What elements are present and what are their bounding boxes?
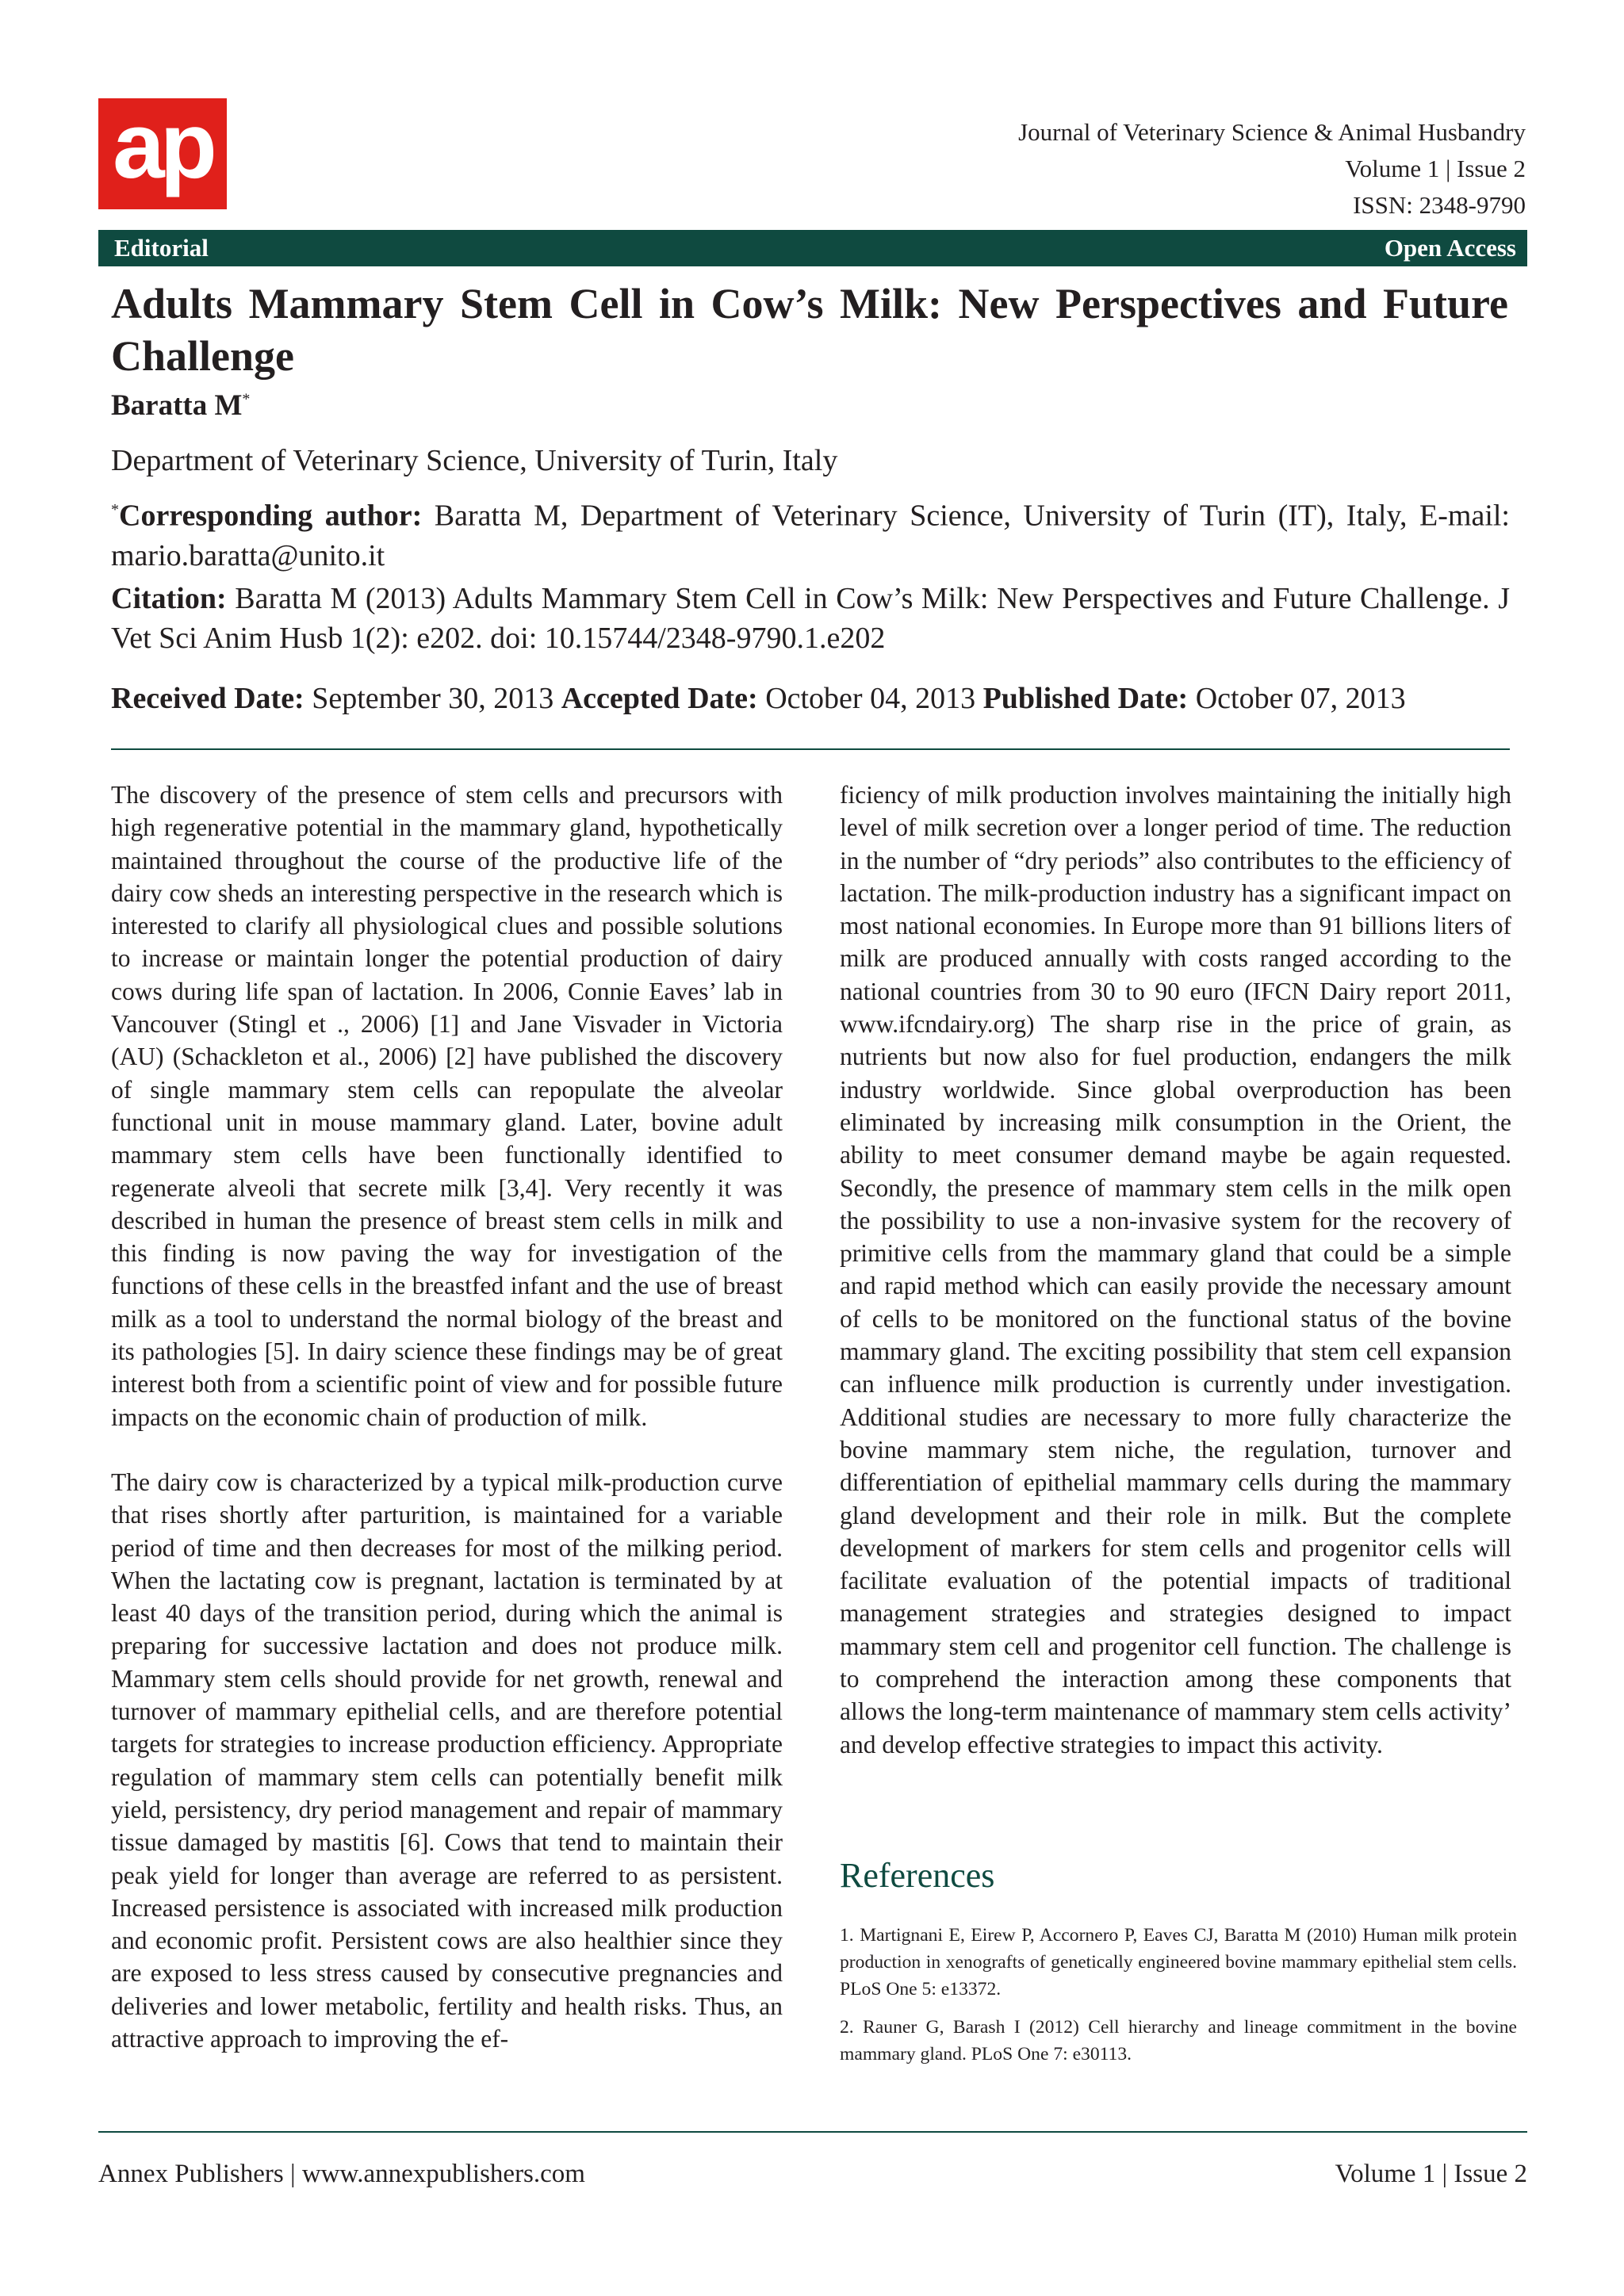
article-title: Adults Mammary Stem Cell in Cow’s Milk: New Perspectives and Future Challenge (111, 280, 1508, 380)
author-name: Baratta M (111, 389, 243, 422)
body-paragraph: ficiency of milk production involves maintaining the initially high level of milk secretion over a longer period of time. The reduction in the number of “dry periods” also contributes to the efficiency of lactation. The milk-production industry has a significant impact on most national economies. In Europe more than 91 billions liters of milk are produced annually with costs ranged according to the national countries from 30 to 90 euro (IFCN Dairy report 2011, www.ifcndairy.org) The sharp rise in the price of grain, as nutrients but now also for fuel production, endangers the milk industry worldwide. Since global overproduction has been eliminated by increasing milk consumption in the Orient, the ability to meet consumer demand maybe be again requested. Secondly, the presence of mammary stem cells in the milk open the possibility to use a non-invasive system for the recovery of primitive cells from the mammary gland that could be a simple and rapid method which can easily provide the necessary amount of cells to be monitored on the functional status of the bovine mammary gland. The exciting possibility that stem cell expansion can influence milk production is currently under investigation. Additional studies are necessary to more fully characterize the bovine mammary stem niche, the regulation, turnover and differentiation of epithelial mammary cells during the mammary gland development and their role in milk. But the complete development of markers for stem cells and progenitor cells will facilitate evaluation of the potential impacts of traditional management strategies and strategies designed to impact mammary stem cell and progenitor cell function. The challenge is to comprehend the interaction among these components that allows the long-term maintenance of mammary stem cells activity’ and develop effective strategies to impact this activity. (840, 781, 1511, 1758)
article-dates (111, 679, 1510, 718)
publisher-logo (98, 98, 227, 209)
accepted-value: October 04, 2013 (757, 682, 983, 715)
journal-info (1018, 114, 1526, 224)
accepted-label: Accepted Date: (561, 682, 758, 715)
body-paragraph: The dairy cow is characterized by a typical milk-production curve that rises shortly after parturition, is maintained for a variable period of time and then decreases for most of the milking period. When the lactating cow is pregnant, lactation is terminated by at least 40 days of the transition period, during which the animal is preparing for successive lactation and does not produce milk. Mammary stem cells should provide for net growth, renewal and turnover of mammary epithelial cells, and are therefore potential targets for strategies to increase production efficiency. Appropriate regulation of mammary stem cells can potentially benefit milk yield, persistency, dry period management and repair of mammary tissue damaged by mastitis [6]. Cows that tend to maintain their peak yield for longer than average are referred to as persistent. Increased persistence is associated with increased milk production and economic profit. Persistent cows are also healthier since they are exposed to less stress caused by consecutive pregnancies and deliveries and lower metabolic, fertility and health risks. Thus, an attractive approach to improving the ef- (111, 1468, 783, 2053)
affiliation: Department of Veterinary Science, University of Turin, Italy (111, 444, 838, 477)
volume-issue: Volume 1 | Issue 2 (1345, 155, 1526, 182)
logo-graphic (98, 98, 227, 209)
published-label: Published Date: (982, 682, 1189, 715)
header-divider (111, 748, 1510, 750)
body-paragraph: The discovery of the presence of stem cells and precursors with high regenerative potential in the mammary gland, hypothetically maintained throughout the course of the productive life of the dairy cow sheds an interesting perspective in the research which is interested to clarify all physiological clues and possible solutions to increase or maintain longer the potential production of dairy cows during life span of lactation. In 2006, Connie Eaves’ lab in Vancouver (Stingl et ., 2006) [1] and Jane Visvader in Victoria (AU) (Schackleton et al., 2006) [2] have published the discovery of single mammary stem cells can repopulate the alveolar functional unit in mouse mammary gland. Later, bovine adult mammary stem cells have been functionally identified to regenerate alveoli that secrete milk [3,4]. Very recently it was described in human the presence of breast stem cells in milk and this finding is now paving the way for investigation of the functions of these cells in the breastfed infant and the use of breast milk as a tool to understand the normal biology of the breast and its pathologies [5]. In dairy science these findings may be of great interest both from a scientific point of view and for possible future impacts on the economic chain of production of milk. (111, 781, 783, 1431)
journal-name: Journal of Veterinary Science & Animal Husbandry (1018, 118, 1526, 146)
citation-text: Baratta M (2013) Adults Mammary Stem Cell in Cow’s Milk: New Perspectives and Future Challenge. J Vet Sci Anim Husb 1(2): e202. doi: 10.15744/2348-9790.1.e202 (111, 582, 1510, 655)
footer-volume: Volume 1 | Issue 2 (1335, 2160, 1527, 2188)
body-column-left (111, 779, 783, 2055)
received-label: Received Date: (111, 682, 304, 715)
reference-item: 2. Rauner G, Barash I (2012) Cell hierarchy and lineage commitment in the bovine mammary gland. PLoS One 7: e30113. (840, 2017, 1517, 2064)
reference-item: 1. Martignani E, Eirew P, Accornero P, Eaves CJ, Baratta M (2010) Human milk protein production in xenografts of genetically engineered bovine mammary epithelial stem cells. PLoS One 5: e13372. (840, 1925, 1517, 1999)
body-column-right (840, 779, 1511, 1761)
corresponding-text: Baratta M, Department of Veterinary Science, University of Turin (IT), Italy, E-mail: mario.baratta@unito.it (111, 499, 1510, 572)
article-type-label: Editorial (114, 234, 209, 262)
author (111, 388, 250, 423)
issn: ISSN: 2348-9790 (1353, 191, 1526, 219)
citation-label: Citation: (111, 582, 227, 615)
author-mark: * (242, 390, 251, 408)
corresponding-mark: * (111, 501, 119, 519)
corresponding-label: Corresponding author: (119, 499, 423, 533)
open-access-label: Open Access (1384, 234, 1516, 262)
received-value: September 30, 2013 (304, 682, 561, 715)
footer-divider (98, 2131, 1527, 2133)
footer-publisher: Annex Publishers | www.annexpublishers.com (98, 2160, 585, 2188)
published-value: October 07, 2013 (1188, 682, 1406, 715)
references-heading: References (840, 1856, 995, 1895)
logo-text: ap (113, 98, 213, 198)
corresponding-author (111, 490, 1510, 576)
citation (111, 579, 1510, 658)
section-bar (98, 230, 1527, 266)
